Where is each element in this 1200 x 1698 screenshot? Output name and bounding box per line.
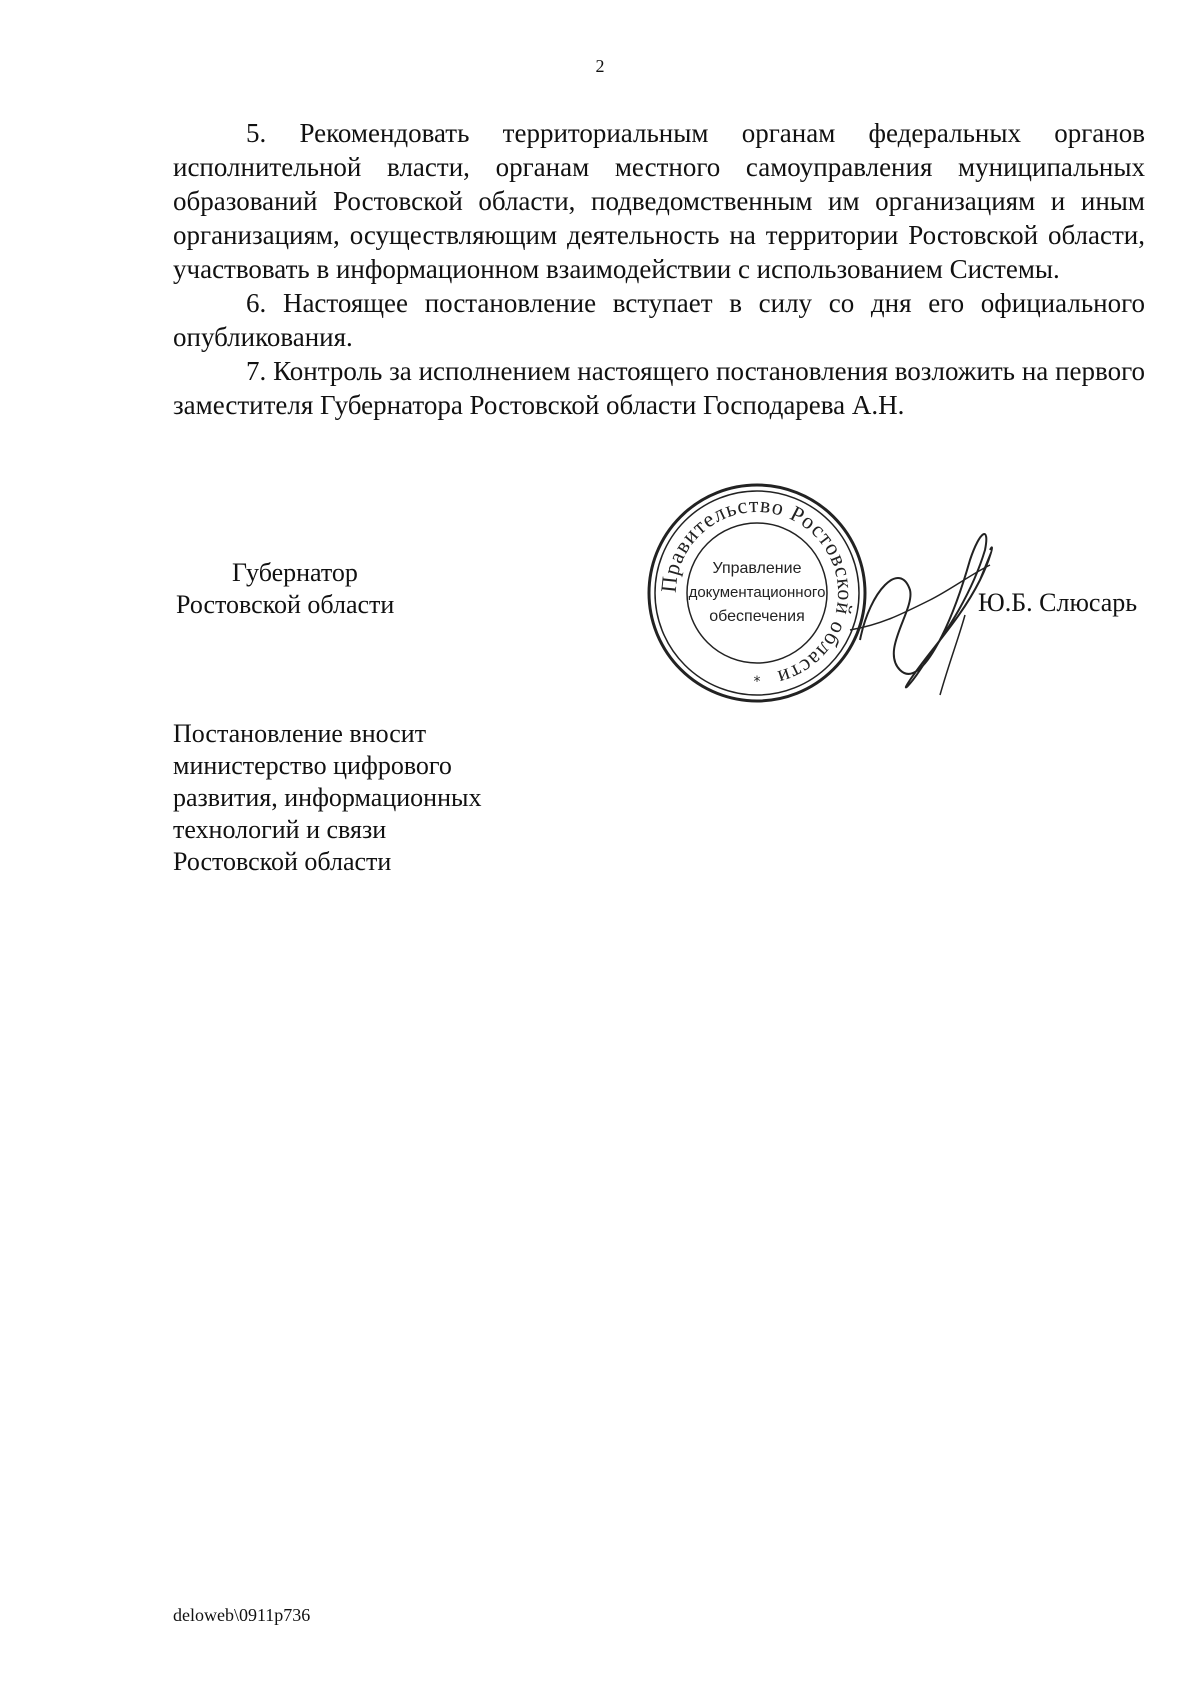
- official-seal: [645, 481, 869, 705]
- submitter-line: Ростовской области: [173, 847, 392, 876]
- seal-inner-line: документационного: [688, 584, 826, 601]
- seal-inner-line: обеспечения: [709, 608, 805, 625]
- seal-star-icon: *: [753, 674, 761, 690]
- document-body: [173, 116, 1145, 422]
- document-code: deloweb\0911p736: [173, 1605, 311, 1625]
- handwritten-signature: [840, 520, 1000, 700]
- signer-name: Ю.Б. Слюсарь: [978, 588, 1138, 617]
- paragraph-7: 7. Контроль за исполнением настоящего постановления возложить на первого заместителя Губернатора Ростовской области Господарева А.Н.: [173, 356, 1145, 420]
- page-number: 2: [595, 56, 605, 76]
- submitter-line: развития, информационных: [173, 783, 482, 812]
- signatory-title: [176, 557, 394, 621]
- submitter-line: Постановление вносит: [173, 719, 427, 748]
- seal-outer-text: Правительство Ростовской области: [655, 491, 859, 692]
- paragraph-6: 6. Настоящее постановление вступает в силу со дня его официального опубликования.: [173, 288, 1145, 352]
- signatory-title-line: Губернатор: [232, 558, 358, 587]
- submitter-line: министерство цифрового: [173, 751, 452, 780]
- submitter-line: технологий и связи: [173, 815, 387, 844]
- seal-inner-line: Управление: [712, 560, 802, 577]
- submitter-note: [173, 718, 481, 878]
- paragraph-5: 5. Рекомендовать территориальным органам федеральных органов исполнительной власти, органам местного самоуправления муниципальных образований Ростовской области, подведомственным им организациям и иным организациям, осуществляющим деятельность на территории Ростовской области, участвовать в информационном взаимодействии с использованием Системы.: [173, 118, 1145, 284]
- signatory-title-line: Ростовской области: [176, 590, 395, 619]
